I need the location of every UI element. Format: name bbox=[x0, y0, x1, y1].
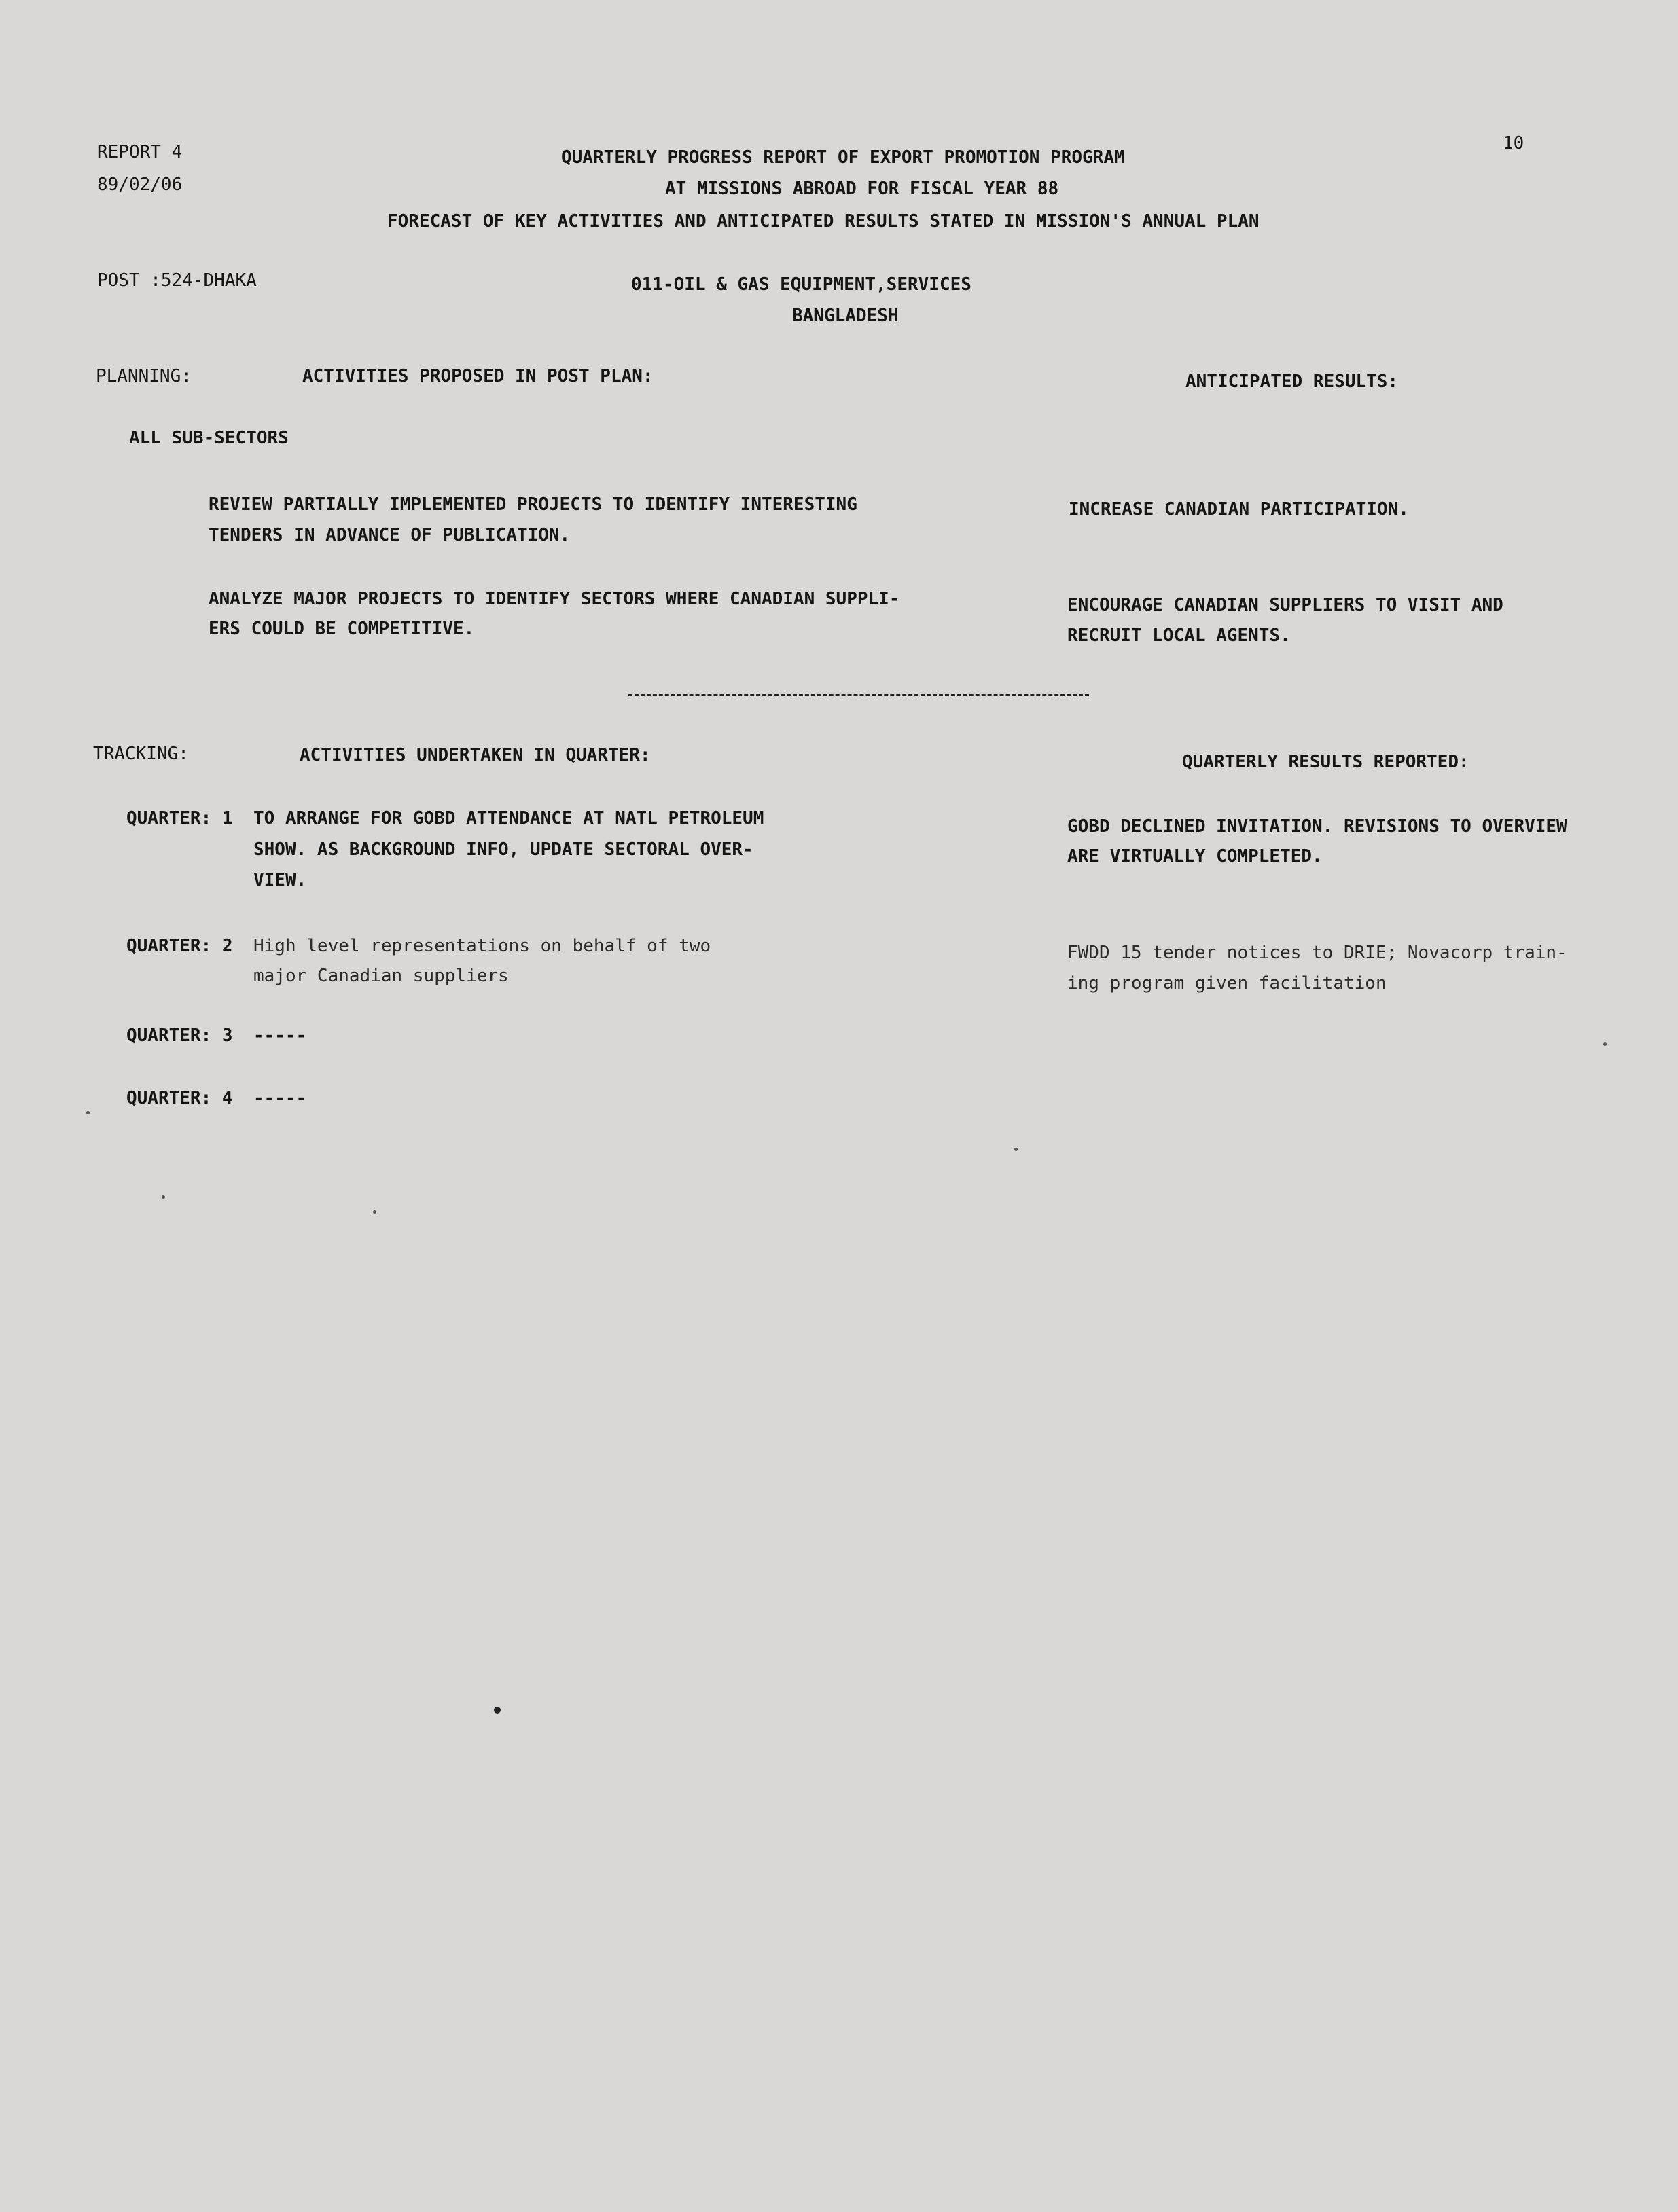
quarter-3-label: QUARTER: 3 bbox=[126, 1026, 233, 1046]
scan-speck bbox=[373, 1210, 376, 1214]
report-date: 89/02/06 bbox=[97, 175, 183, 195]
scan-speck bbox=[1014, 1148, 1018, 1151]
quarter-1-label: QUARTER: 1 bbox=[126, 808, 233, 829]
planning-result-2-line-1: ENCOURAGE CANADIAN SUPPLIERS TO VISIT AND bbox=[1067, 595, 1503, 615]
scan-speck bbox=[1603, 1042, 1607, 1046]
title-line-1: QUARTERLY PROGRESS REPORT OF EXPORT PROMOTION PROGRAM bbox=[561, 147, 1125, 168]
quarter-2-activity-line-2: major Canadian suppliers bbox=[253, 966, 509, 986]
scan-speck bbox=[162, 1195, 165, 1199]
quarter-2-activity-line-1: High level representations on behalf of two bbox=[253, 936, 711, 956]
scan-speck bbox=[86, 1111, 90, 1114]
quarter-1-activity-line-2: SHOW. AS BACKGROUND INFO, UPDATE SECTORAL OVER- bbox=[253, 839, 753, 860]
subsector-label: ALL SUB-SECTORS bbox=[129, 428, 289, 448]
post-label: POST :524-DHAKA bbox=[97, 270, 257, 291]
sector-label: 011-OIL & GAS EQUIPMENT,SERVICES bbox=[631, 274, 971, 295]
tracking-label: TRACKING: bbox=[93, 744, 189, 764]
tracking-activities-heading: ACTIVITIES UNDERTAKEN IN QUARTER: bbox=[300, 745, 651, 765]
planning-label: PLANNING: bbox=[96, 366, 192, 386]
quarter-1-activity-line-1: TO ARRANGE FOR GOBD ATTENDANCE AT NATL PETROLEUM bbox=[253, 808, 764, 829]
quarter-2-label: QUARTER: 2 bbox=[126, 936, 233, 956]
quarter-1-result-line-2: ARE VIRTUALLY COMPLETED. bbox=[1067, 846, 1323, 867]
planning-results-heading: ANTICIPATED RESULTS: bbox=[1185, 371, 1399, 392]
title-line-3: FORECAST OF KEY ACTIVITIES AND ANTICIPATED RESULTS STATED IN MISSION'S ANNUAL PLAN bbox=[387, 211, 1260, 232]
quarter-1-result-line-1: GOBD DECLINED INVITATION. REVISIONS TO OVERVIEW bbox=[1067, 816, 1567, 837]
quarter-3-activity: ----- bbox=[253, 1026, 307, 1046]
report-id: REPORT 4 bbox=[97, 142, 183, 162]
tracking-results-heading: QUARTERLY RESULTS REPORTED: bbox=[1182, 752, 1469, 772]
planning-activity-1-line-1: REVIEW PARTIALLY IMPLEMENTED PROJECTS TO IDENTIFY INTERESTING bbox=[209, 494, 857, 515]
quarter-4-activity: ----- bbox=[253, 1088, 307, 1108]
quarter-4-label: QUARTER: 4 bbox=[126, 1088, 233, 1108]
planning-result-2-line-2: RECRUIT LOCAL AGENTS. bbox=[1067, 625, 1291, 646]
country-label: BANGLADESH bbox=[792, 306, 899, 326]
quarter-1-activity-line-3: VIEW. bbox=[253, 870, 307, 890]
planning-activities-heading: ACTIVITIES PROPOSED IN POST PLAN: bbox=[302, 366, 654, 386]
section-divider bbox=[628, 694, 1089, 696]
quarter-2-result-line-2: ing program given facilitation bbox=[1067, 973, 1387, 994]
scan-speck bbox=[494, 1707, 501, 1714]
page-number: 10 bbox=[1503, 133, 1524, 153]
planning-result-1-line-1: INCREASE CANADIAN PARTICIPATION. bbox=[1069, 499, 1409, 520]
title-line-2: AT MISSIONS ABROAD FOR FISCAL YEAR 88 bbox=[665, 179, 1059, 199]
quarter-2-result-line-1: FWDD 15 tender notices to DRIE; Novacorp train- bbox=[1067, 943, 1567, 963]
planning-activity-1-line-2: TENDERS IN ADVANCE OF PUBLICATION. bbox=[209, 525, 571, 545]
planning-activity-2-line-2: ERS COULD BE COMPETITIVE. bbox=[209, 619, 475, 639]
planning-activity-2-line-1: ANALYZE MAJOR PROJECTS TO IDENTIFY SECTORS WHERE CANADIAN SUPPLI- bbox=[209, 589, 900, 609]
